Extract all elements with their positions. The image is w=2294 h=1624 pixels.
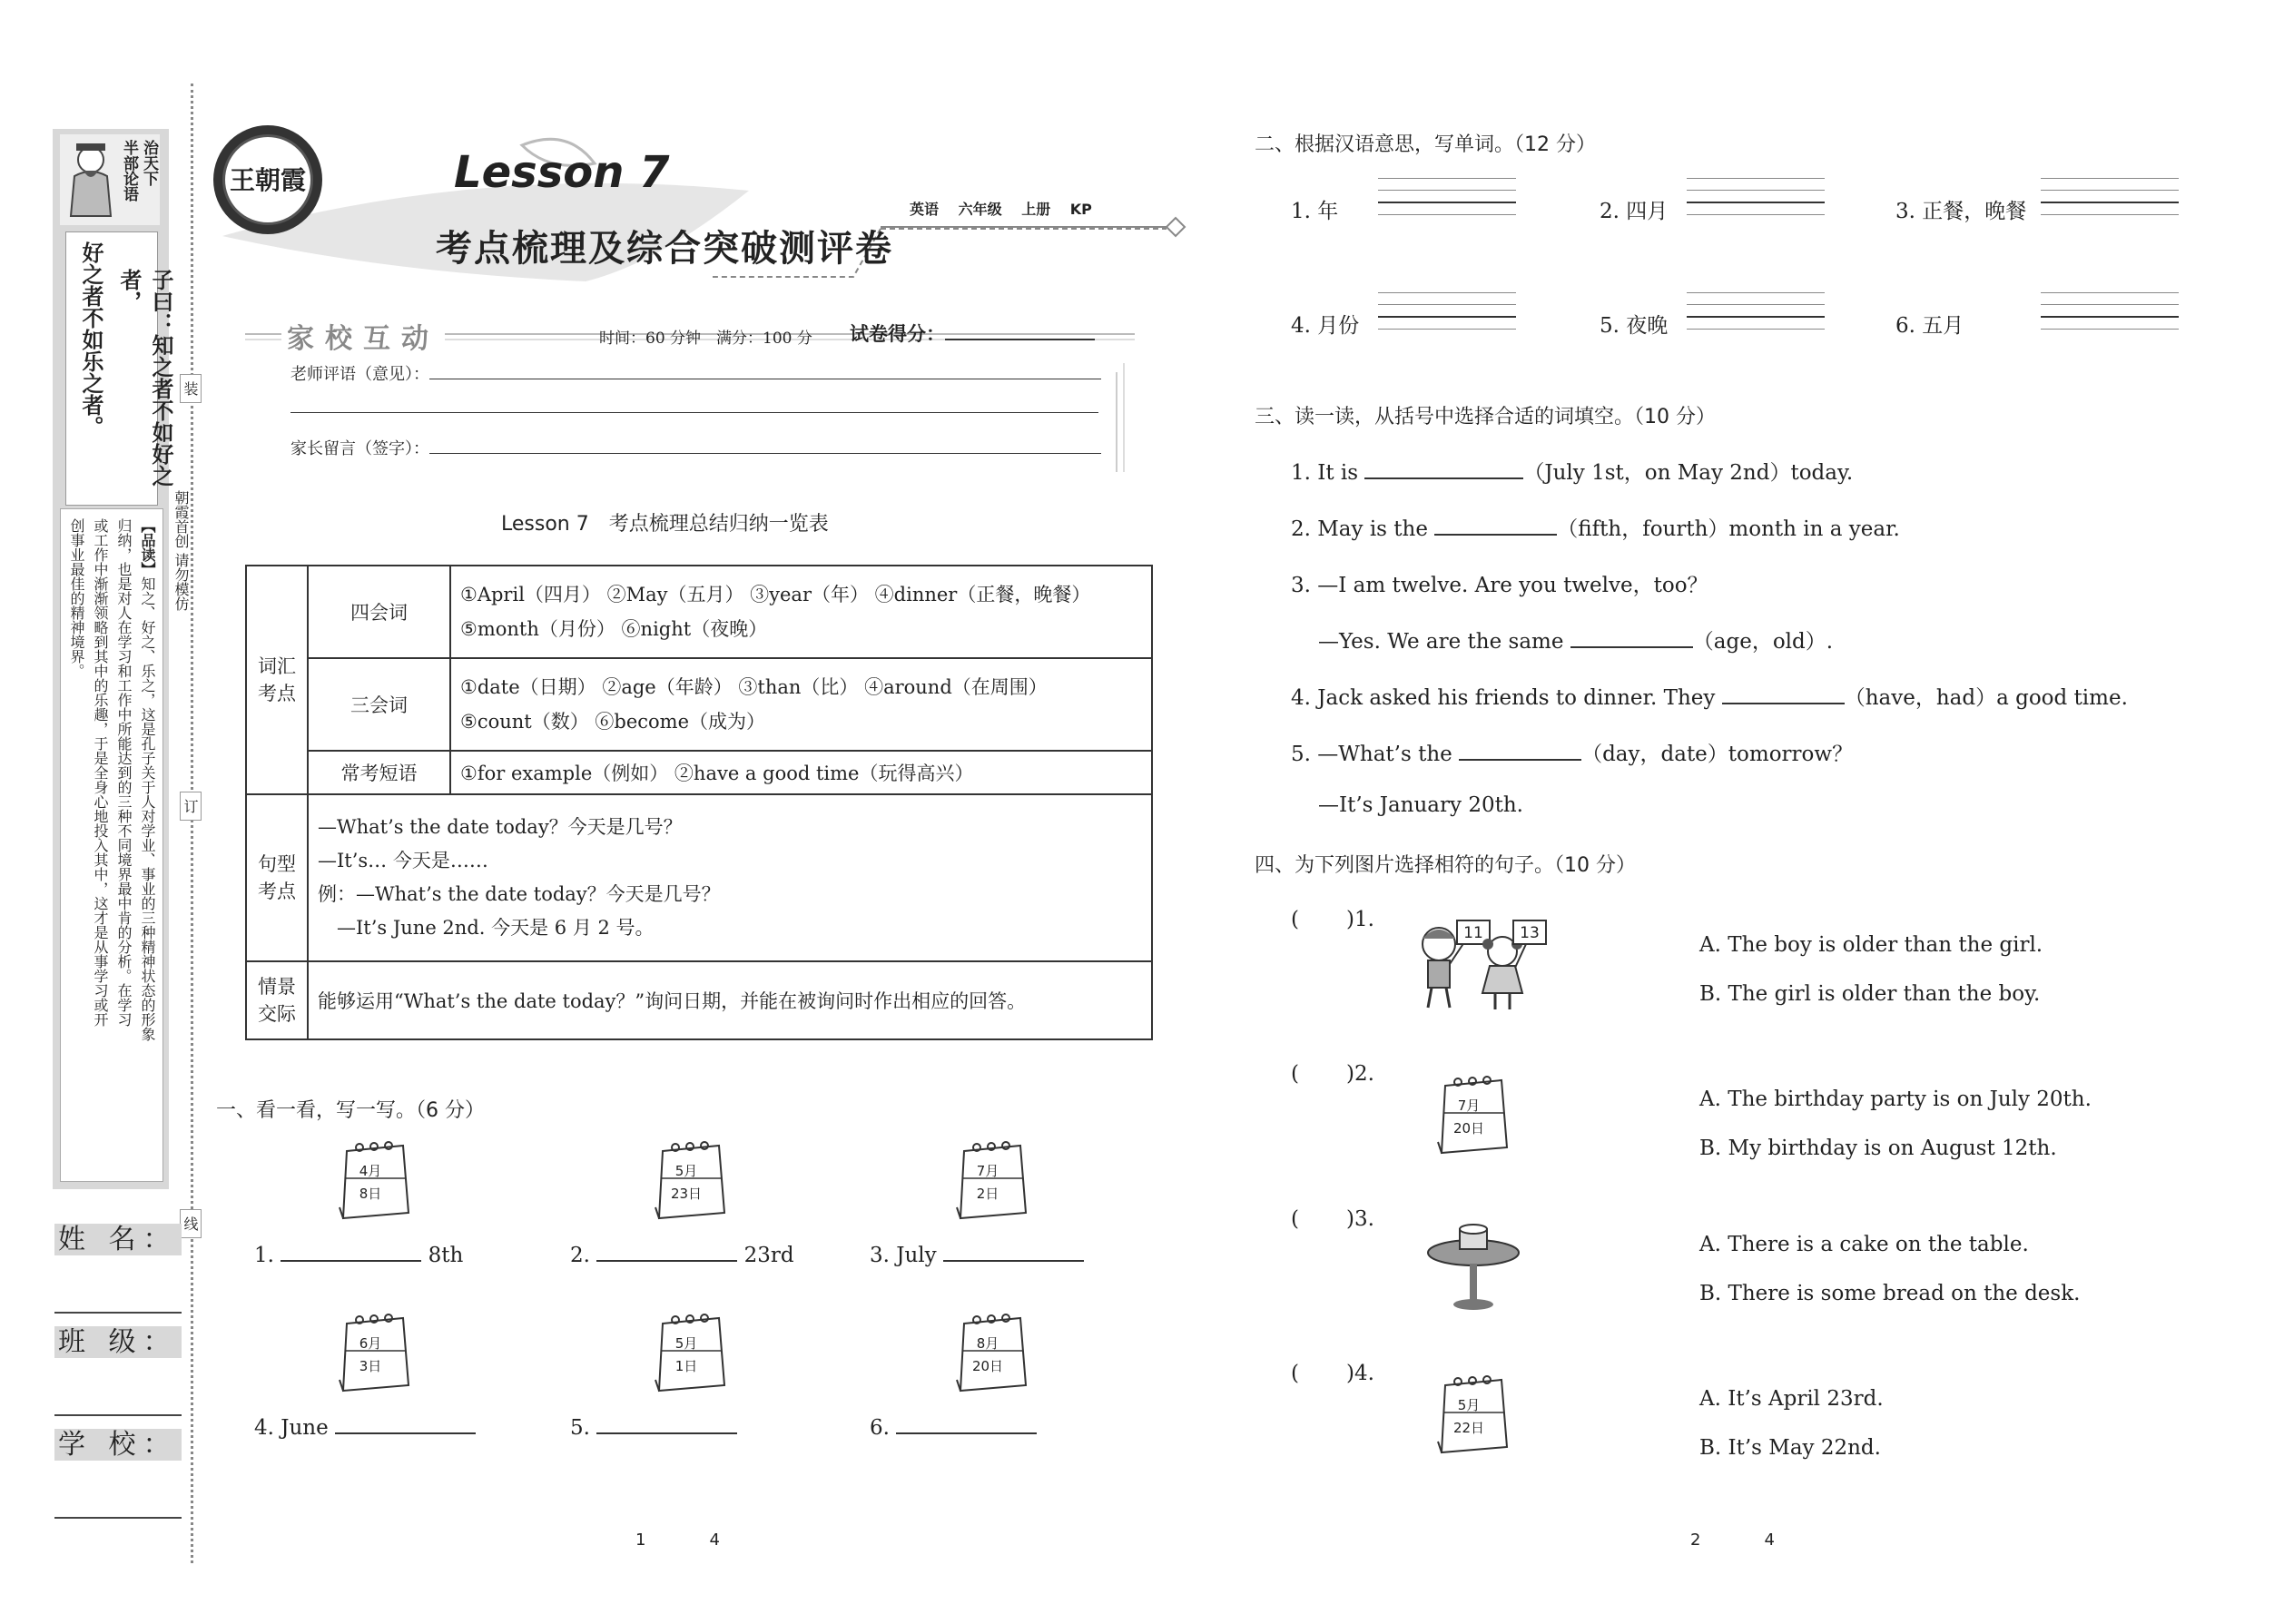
comment-text: 归纳，也是对人在学习和工作中所能达到的三种不同境界最中肯的分析。在学习 bbox=[115, 518, 133, 1027]
answer-blank[interactable] bbox=[1722, 703, 1845, 704]
confucius-icon bbox=[64, 140, 118, 221]
fill-question-1: 1. It is （July 1st，on May 2nd）today. bbox=[1291, 461, 1854, 485]
word-question: 3. 正餐，晚餐 bbox=[1895, 200, 2027, 223]
page-number-right: 2 4 bbox=[1690, 1530, 1775, 1550]
word-question: 2. 四月 bbox=[1600, 200, 1669, 223]
date-question: 3. July bbox=[870, 1244, 1084, 1267]
choice-option-b[interactable]: B. My birthday is on August 12th. bbox=[1699, 1137, 2057, 1160]
cut-mark: 装 bbox=[180, 374, 202, 403]
four-line-blank[interactable] bbox=[1378, 292, 1516, 338]
situation-cell: 能够运用“What’s the date today？”询问日期，并能在被询问时作出相应的回答。 bbox=[308, 961, 1152, 1039]
section3-title: 三、读一读，从括号中选择合适的词填空。（10 分） bbox=[1255, 406, 1716, 428]
summary-title: Lesson 7 考点梳理总结归纳一览表 bbox=[501, 513, 829, 536]
calendar-picture bbox=[1434, 1371, 1509, 1454]
choice-bracket[interactable]: ( )1. bbox=[1291, 908, 1374, 931]
word-question: 5. 夜晚 bbox=[1600, 314, 1669, 338]
calendar-picture bbox=[336, 1137, 410, 1220]
answer-blank[interactable] bbox=[1459, 759, 1581, 761]
fill-question-3b: —Yes. We are the same （age，old）. bbox=[1318, 630, 1834, 654]
comment-box bbox=[60, 508, 163, 1182]
section2-title: 二、根据汉语意思，写单词。（12 分） bbox=[1255, 133, 1596, 156]
table-row bbox=[246, 794, 1152, 961]
answer-blank[interactable] bbox=[1434, 534, 1557, 536]
choice-option-b[interactable]: B. It’s May 22nd. bbox=[1699, 1436, 1881, 1460]
choice-option-a[interactable]: A. The birthday party is on July 20th. bbox=[1699, 1088, 2092, 1111]
comment-label: 【品读】 bbox=[139, 518, 156, 576]
calendar-month: 8月 bbox=[976, 1335, 999, 1352]
class-label: 班 级： bbox=[54, 1326, 182, 1358]
kids-picture bbox=[1393, 908, 1548, 1012]
brand-logo bbox=[213, 125, 322, 234]
calendar-picture bbox=[953, 1137, 1028, 1220]
home-school-label: 家校互动 bbox=[281, 316, 445, 356]
fill-question-3a: 3. —I am twelve. Are you twelve，too？ bbox=[1291, 574, 1708, 597]
choice-bracket[interactable]: ( )3. bbox=[1291, 1207, 1374, 1231]
comment-text: 或工作中渐渐领略到其中的乐趣，于是全身心地投入其中，这才是从事学习或开 bbox=[92, 518, 109, 1027]
calendar-month: 4月 bbox=[359, 1163, 382, 1179]
calendar-month: 7月 bbox=[1457, 1097, 1481, 1114]
calendar-day: 1日 bbox=[674, 1358, 698, 1374]
choice-bracket[interactable]: ( )4. bbox=[1291, 1362, 1374, 1385]
phrase-label: 常考短语 bbox=[308, 751, 450, 794]
cut-mark: 订 bbox=[180, 792, 202, 821]
answer-blank[interactable] bbox=[1364, 477, 1523, 479]
date-question: 4. June bbox=[254, 1416, 476, 1440]
choice-bracket[interactable]: ( )2. bbox=[1291, 1062, 1374, 1086]
score-label: 试卷得分： bbox=[850, 323, 945, 345]
four-line-blank[interactable] bbox=[1378, 178, 1516, 223]
four-line-blank[interactable] bbox=[1687, 178, 1825, 223]
calendar-day: 22日 bbox=[1452, 1420, 1485, 1436]
cut-mark: 线 bbox=[180, 1209, 202, 1238]
four-line-blank[interactable] bbox=[1687, 292, 1825, 338]
summary-table bbox=[245, 565, 1153, 1040]
tag-edition: KP bbox=[1069, 201, 1092, 218]
time-info: 时间：60 分钟 满分：100 分 bbox=[599, 330, 812, 348]
calendar-day: 23日 bbox=[670, 1186, 703, 1202]
class-field[interactable] bbox=[54, 1314, 182, 1416]
calendar-month: 6月 bbox=[359, 1335, 382, 1352]
calendar-picture bbox=[652, 1309, 726, 1393]
motto-text: 半部论语 bbox=[120, 140, 138, 202]
fill-question-2: 2. May is the （fifth，fourth）month in a year. bbox=[1291, 517, 1900, 541]
date-question: 2. 23rd bbox=[570, 1244, 794, 1267]
motto-badge bbox=[60, 134, 160, 225]
table-row bbox=[246, 566, 1152, 658]
calendar-month: 7月 bbox=[976, 1163, 999, 1179]
calendar-month: 5月 bbox=[674, 1163, 698, 1179]
parent-label: 家长留言（签字）： bbox=[290, 439, 429, 458]
teacher-comment-line[interactable] bbox=[290, 412, 1098, 413]
teacher-label: 老师评语（意见）： bbox=[290, 365, 429, 384]
choice-option-b[interactable]: B. There is some bread on the desk. bbox=[1699, 1282, 2081, 1305]
section1-title: 一、看一看，写一写。（6 分） bbox=[216, 1099, 485, 1122]
fill-question-4: 4. Jack asked his friends to dinner. They （have，had）a good time. bbox=[1291, 686, 2128, 710]
home-school-box bbox=[245, 300, 1135, 472]
calendar-day: 20日 bbox=[1452, 1120, 1485, 1137]
table-row bbox=[246, 961, 1152, 1039]
word-question: 6. 五月 bbox=[1895, 314, 1964, 338]
answer-blank[interactable] bbox=[943, 1260, 1084, 1262]
cut-line bbox=[191, 84, 193, 1563]
student-info bbox=[54, 1216, 182, 1519]
three-skill-cell: ①date（日期） ②age（年龄） ③than（比） ④around（在周围） ⑤count（数） ⑥become（成为） bbox=[450, 658, 1152, 751]
four-line-blank[interactable] bbox=[2041, 178, 2179, 223]
table-row bbox=[246, 658, 1152, 751]
comment-text: 创事业最佳的精神境界。 bbox=[68, 518, 85, 678]
calendar-day: 2日 bbox=[976, 1186, 999, 1202]
answer-blank[interactable] bbox=[335, 1432, 476, 1434]
name-field[interactable] bbox=[54, 1216, 182, 1314]
tag-grade: 六年级 bbox=[958, 201, 1002, 218]
choice-option-a[interactable]: A. The boy is older than the girl. bbox=[1699, 933, 2043, 957]
copyright-note: 朝霞首创 请勿模仿 bbox=[172, 490, 190, 612]
lesson-title: Lesson 7 bbox=[454, 147, 670, 198]
calendar-month: 5月 bbox=[674, 1335, 698, 1352]
tag-volume: 上册 bbox=[1021, 201, 1051, 218]
fill-question-5a: 5. —What’s the （day，date）tomorrow？ bbox=[1291, 743, 1854, 766]
calendar-picture bbox=[336, 1309, 410, 1393]
quote-box bbox=[65, 231, 174, 506]
phrase-cell: ①for example（例如） ②have a good time（玩得高兴） bbox=[450, 751, 1152, 794]
fill-question-5b: —It’s January 20th. bbox=[1318, 793, 1523, 817]
calendar-picture bbox=[1434, 1071, 1509, 1155]
parent-comment-field[interactable] bbox=[290, 436, 1108, 459]
sentence-category: 句型 考点 bbox=[246, 794, 308, 961]
sentence-cell: —What’s the date today？今天是几号？ —It’s… 今天是…… 例：—What’s the date today？今天是几号？ —It’s June 2nd. 今天是 6 月 2 号。 bbox=[308, 794, 1152, 961]
four-skill-label: 四会词 bbox=[308, 566, 450, 658]
boy-sign-number: 11 bbox=[1463, 924, 1483, 942]
school-field[interactable] bbox=[54, 1416, 182, 1519]
section4-title: 四、为下列图片选择相符的句子。（10 分） bbox=[1255, 854, 1636, 877]
calendar-day: 20日 bbox=[971, 1358, 1004, 1374]
quote-line-1: 子曰：知之者不如好之者， bbox=[116, 269, 174, 487]
calendar-picture bbox=[953, 1309, 1028, 1393]
teacher-comment-field[interactable] bbox=[290, 361, 1108, 385]
quote-line-2: 好之者不如乐之者。 bbox=[78, 241, 104, 438]
subject-tags bbox=[910, 198, 1092, 219]
logo-text: 王朝霞 bbox=[222, 134, 313, 225]
choice-option-a[interactable]: A. There is a cake on the table. bbox=[1699, 1233, 2029, 1256]
cake-table-picture bbox=[1423, 1218, 1523, 1314]
school-label: 学 校： bbox=[54, 1429, 182, 1461]
vocab-category: 词汇 考点 bbox=[246, 566, 308, 794]
choice-option-a[interactable]: A. It’s April 23rd. bbox=[1699, 1387, 1884, 1411]
answer-blank[interactable] bbox=[1570, 646, 1693, 648]
calendar-day: 3日 bbox=[359, 1358, 382, 1374]
four-skill-cell: ①April（四月） ②May（五月） ③year（年） ④dinner（正餐，晚餐） ⑤month（月份） ⑥night（夜晚） bbox=[450, 566, 1152, 658]
motto-text-2: 治天下 bbox=[140, 140, 158, 186]
calendar-picture bbox=[652, 1137, 726, 1220]
answer-blank[interactable] bbox=[896, 1432, 1037, 1434]
score-field[interactable] bbox=[850, 320, 1095, 347]
girl-sign-number: 13 bbox=[1520, 924, 1540, 942]
word-question: 4. 月份 bbox=[1291, 314, 1360, 338]
word-question: 1. 年 bbox=[1291, 200, 1339, 223]
page-title: 考点梳理及综合突破测评卷 bbox=[436, 227, 893, 270]
choice-option-b[interactable]: B. The girl is older than the boy. bbox=[1699, 982, 2041, 1006]
date-question: 1. 8th bbox=[254, 1244, 464, 1267]
calendar-day: 8日 bbox=[359, 1186, 382, 1202]
table-row bbox=[246, 751, 1152, 794]
tag-subject: 英语 bbox=[910, 201, 940, 218]
answer-blank[interactable] bbox=[596, 1260, 737, 1262]
calendar-month: 5月 bbox=[1457, 1397, 1481, 1413]
situation-category: 情景 交际 bbox=[246, 961, 308, 1039]
date-question: 6. bbox=[870, 1416, 1037, 1440]
page-number-left: 1 4 bbox=[635, 1530, 720, 1550]
answer-blank[interactable] bbox=[281, 1260, 421, 1262]
comment-text: 知之、好之、乐之，这是孔子关于人对学业、事业的三种精神状态的形象 bbox=[139, 576, 156, 1041]
three-skill-label: 三会词 bbox=[308, 658, 450, 751]
answer-blank[interactable] bbox=[596, 1432, 737, 1434]
date-question: 5. bbox=[570, 1416, 737, 1440]
four-line-blank[interactable] bbox=[2041, 292, 2179, 338]
name-label: 姓 名： bbox=[54, 1224, 182, 1255]
